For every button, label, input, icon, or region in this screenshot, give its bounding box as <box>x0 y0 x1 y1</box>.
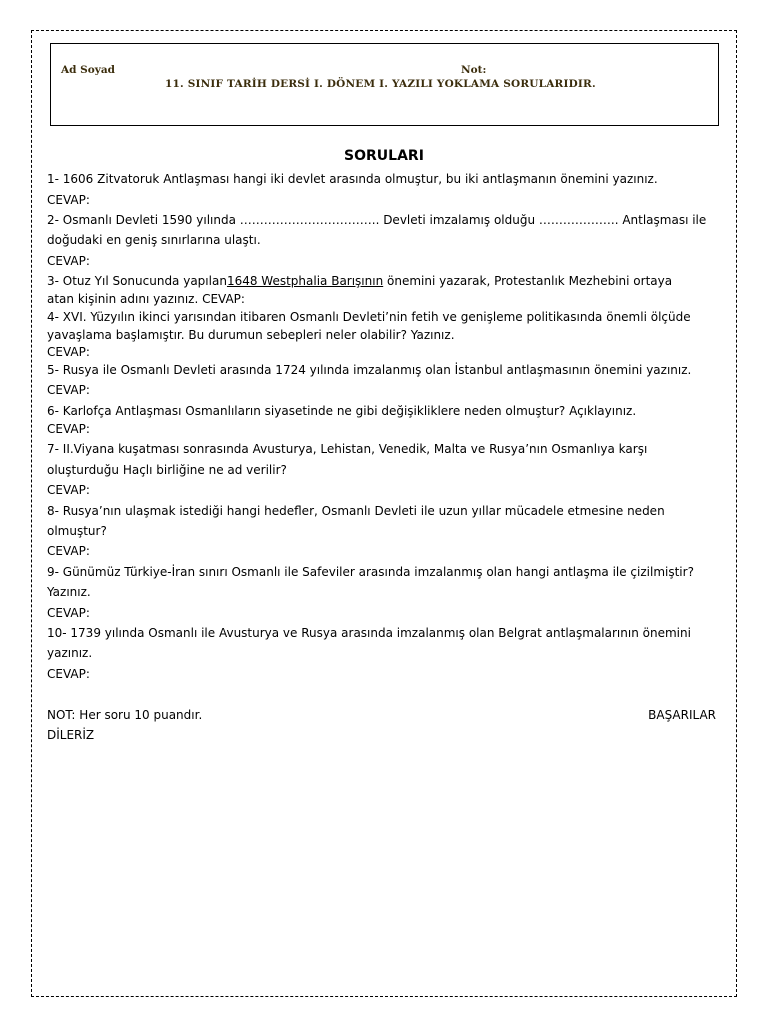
westphalia-underlined: 1648 Westphalia Barışının <box>226 274 384 288</box>
score-note: NOT: Her soru 10 puandır. <box>47 708 203 722</box>
question-5: 5- Rusya ile Osmanlı Devleti arasında 1724 yılında imzalanmış olan İstanbul antlaşmasının önemini yazınız. <box>47 363 692 377</box>
question-3-text-cont: önemini yazarak, Protestanlık Mezhebini ortaya <box>383 274 673 288</box>
answer-label-5: CEVAP: <box>47 383 90 397</box>
question-2-line-1: 2- Osmanlı Devleti 1590 yılında …………………………….. Devleti imzalamış olduğu ……………….. Antlaşması ile <box>47 213 707 227</box>
answer-label-1: CEVAP: <box>47 193 90 207</box>
exam-title: 11. SINIF TARİH DERSİ I. DÖNEM I. YAZILI YOKLAMA SORULARIDIR. <box>165 78 596 90</box>
question-3-line-1 <box>47 274 672 288</box>
exam-header <box>50 43 719 126</box>
good-luck-text: BAŞARILAR <box>648 708 716 722</box>
answer-label-7: CEVAP: <box>47 483 90 497</box>
answer-label-10: CEVAP: <box>47 667 90 681</box>
good-luck-text-cont: DİLERİZ <box>47 728 95 742</box>
answer-label-9: CEVAP: <box>47 606 90 620</box>
question-9-line-1: 9- Günümüz Türkiye-İran sınırı Osmanlı ile Safeviler arasında imzalanmış olan hangi antlaşma ile çizilmiştir? <box>47 565 694 579</box>
grade-label: Not: <box>461 64 487 76</box>
name-label: Ad Soyad <box>61 64 115 76</box>
question-10-line-2: yazınız. <box>47 646 93 660</box>
question-8-line-1: 8- Rusya’nın ulaşmak istediği hangi hedefler, Osmanlı Devleti ile uzun yıllar mücadele etmesine neden <box>47 504 665 518</box>
question-1: 1- 1606 Zitvatoruk Antlaşması hangi iki devlet arasında olmuştur, bu iki antlaşmanın önemini yazınız. <box>47 172 658 186</box>
section-title: SORULARI <box>344 148 424 164</box>
question-10-line-1: 10- 1739 yılında Osmanlı ile Avusturya ve Rusya arasında imzalanmış olan Belgrat antlaşmalarının önemini <box>47 626 691 640</box>
question-3-line-2: atan kişinin adını yazınız. CEVAP: <box>47 292 245 306</box>
question-6: 6- Karlofça Antlaşması Osmanlıların siyasetinde ne gibi değişikliklere neden olmuştur? Açıklayınız. <box>47 404 637 418</box>
question-7-line-1: 7- II.Viyana kuşatması sonrasında Avusturya, Lehistan, Venedik, Malta ve Rusya’nın Osmanlıya karşı <box>47 442 648 456</box>
answer-label-4: CEVAP: <box>47 345 90 359</box>
answer-label-8: CEVAP: <box>47 544 90 558</box>
question-3-text: 3- Otuz Yıl Sonucunda yapılan <box>47 274 227 288</box>
question-4-line-2: yavaşlama başlamıştır. Bu durumun sebepleri neler olabilir? Yazınız. <box>47 328 455 342</box>
question-8-line-2: olmuştur? <box>47 524 107 538</box>
question-2-line-2: doğudaki en geniş sınırlarına ulaştı. <box>47 233 261 247</box>
answer-label-6: CEVAP: <box>47 422 90 436</box>
answer-label-2: CEVAP: <box>47 254 90 268</box>
question-7-line-2: oluşturduğu Haçlı birliğine ne ad verilir? <box>47 463 287 477</box>
question-4-line-1: 4- XVI. Yüzyılın ikinci yarısından itibaren Osmanlı Devleti’nin fetih ve genişleme politikasında önemli ölçüde <box>47 310 691 324</box>
question-9-line-2: Yazınız. <box>47 585 91 599</box>
